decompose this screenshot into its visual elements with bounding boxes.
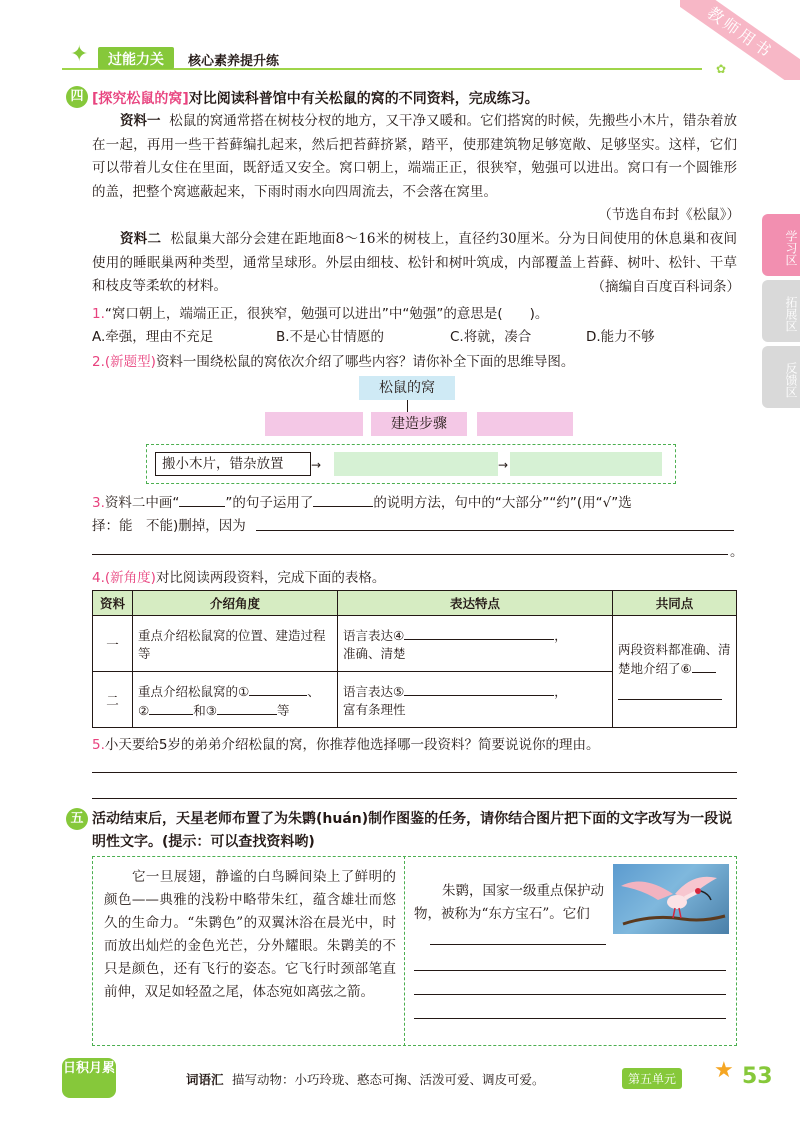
- blank-3[interactable]: [217, 700, 277, 715]
- subq-1-num: 1.: [92, 306, 105, 322]
- table-header: 表达特点: [338, 591, 613, 616]
- side-tab-study[interactable]: 学习区: [762, 214, 800, 276]
- table-cell-feature: 语言表达⑤ ， 富有条理性: [338, 672, 613, 728]
- q4-tag: [探究松鼠的窝]: [92, 91, 189, 107]
- mindmap-root: 松鼠的窝: [359, 376, 455, 400]
- q5-passage: 它一旦展翅，静谧的白鸟瞬间染上了鲜明的颜色——典雅的浅粉中略带朱红，蕴含雄壮而悠久的生命力。“朱鹮色”的双翼沐浴在晨光中，时而放出灿烂的金色光芒，分外耀眼。朱鹮美的不只是颜色，还有飞行的姿态。它飞行时颈部笔直前伸，双足如轻盈之尾，体态宛如离弦之箭。: [104, 869, 396, 1000]
- material-2-text: 松鼠巢大部分会建在距地面8～16米的树枝上，直径约30厘米。分为日间使用的休息巢和夜间使用的睡眠巢两种类型，通常呈球形。外层由细枝、松针和树叶筑成，内部覆盖上苔藓、树叶、松针、干草和枝皮等柔软的材料。: [92, 231, 737, 294]
- subq-5-answer-line-2[interactable]: [92, 798, 737, 799]
- material-1-text: 松鼠的窝通常搭在树枝分杈的地方，又干净又暖和。它们搭窝的时候，先搬些小木片，错杂着放在一起，再用一些干苔藓编扎起来，然后把苔藓挤紧，踏平，使那建筑物足够宽敞、足够坚实。这样，它们可以带着儿女住在里面，既舒适又安全。窝口朝上，端端正正，很狭窄，勉强可以进出。窝口有一个圆锥形的盖，把整个窝遮蔽起来，下雨时雨水向四周流去，不会落在窝里。: [92, 113, 737, 200]
- mindmap-step-1: 搬小木片，错杂放置: [155, 452, 311, 476]
- table-cell-angle: 重点介绍松鼠窝的① 、 ② 和③ 等: [133, 672, 338, 728]
- subq-3-answer-line-2[interactable]: [92, 554, 728, 555]
- subq-2: [92, 350, 732, 370]
- q5-answer-line-4[interactable]: [414, 1018, 726, 1019]
- header-star-icon: ✦: [70, 42, 89, 67]
- subq-1-text: “窝口朝上，端端正正，很狭窄，勉强可以进出”中“勉强”的意思是( )。: [104, 306, 549, 322]
- subq-1-option-b[interactable]: B.不是心甘情愿的: [276, 329, 385, 345]
- material-1-source: （节选自布封《松鼠》）: [598, 207, 740, 223]
- blank-4[interactable]: [404, 625, 554, 640]
- question-badge-5: 五: [66, 808, 88, 830]
- q5-frame-divider: [404, 856, 405, 1046]
- q5-answer-line-2[interactable]: [414, 970, 726, 971]
- footer-mascot-icon: ★: [714, 1058, 734, 1083]
- mindmap-arrow-1: →: [311, 458, 322, 472]
- material-1-label: 资料一: [120, 113, 161, 129]
- footer: [0, 1058, 800, 1098]
- crested-ibis-photo: [613, 864, 729, 934]
- mindmap-step-3-blank[interactable]: [510, 452, 662, 476]
- header-title: 过能力关: [98, 47, 174, 69]
- footer-text: 描写动物：小巧玲珑、憨态可掬、活泼可爱、调皮可爱。: [232, 1072, 545, 1087]
- mindmap-blank-left[interactable]: [265, 412, 363, 436]
- blank-6b[interactable]: [618, 685, 722, 700]
- table-header: 介绍角度: [133, 591, 338, 616]
- table-header: 共同点: [613, 591, 737, 616]
- subq-1-option-a[interactable]: A.牵强，理由不充足: [92, 329, 214, 345]
- material-2-label: 资料二: [120, 231, 162, 247]
- q5-answer-line-3[interactable]: [414, 994, 726, 995]
- subq-5-num: 5.: [92, 737, 105, 753]
- mindmap-arrow-2: →: [498, 458, 509, 472]
- table-cell-angle: 重点介绍松鼠窝的位置、建造过程等: [133, 616, 338, 672]
- subq-4-text: 对比阅读两段资料，完成下面的表格。: [155, 570, 386, 586]
- footer-badge: 日积月累: [62, 1058, 116, 1098]
- subq-1-option-c[interactable]: C.将就，凑合: [450, 329, 532, 345]
- table-cell-feature: 语言表达④ ， 准确、清楚: [338, 616, 613, 672]
- subq-3-end: 。: [730, 544, 744, 560]
- blank-5[interactable]: [404, 681, 554, 696]
- header-dots: ✿: [716, 62, 727, 76]
- q5-instruction: 活动结束后，天星老师布置了为朱鹮(huán)制作图鉴的任务，请你结合图片把下面的文字改写为一段说明性文字。(提示：可以查找资料哟): [92, 811, 733, 850]
- subq-4-tag: (新角度): [104, 570, 156, 586]
- subq-3-blank-method[interactable]: [313, 492, 373, 507]
- mindmap-mid: 建造步骤: [371, 412, 467, 436]
- ibis-illustration: [613, 864, 729, 934]
- page-number: 53: [742, 1064, 773, 1089]
- material-2-source: （摘编自百度百科词条）: [591, 279, 740, 295]
- subq-5: [92, 733, 737, 753]
- footer-unit: 第五单元: [622, 1068, 682, 1089]
- mindmap-step-2-blank[interactable]: [334, 452, 498, 476]
- subq-2-tag: (新题型): [104, 354, 156, 370]
- mindmap-blank-right[interactable]: [477, 412, 573, 436]
- footer-label: 词语汇: [186, 1072, 224, 1087]
- subq-1-option-d[interactable]: D.能力不够: [586, 329, 655, 345]
- subq-4-num: 4.: [92, 570, 105, 586]
- q4-heading: [92, 88, 752, 108]
- subq-3: 3.资料二中画“ ”的句子运用了 的说明方法，句中的“大部分”“约”(用“√”选 择：能 不能)删掉，因为: [92, 492, 742, 538]
- teacher-edition-watermark: 教师用书: [680, 0, 800, 80]
- q5-answer-start: 朱鹮，国家一级重点保护动物，被称为“东方宝石”。它们: [414, 883, 604, 922]
- table-header: 资料: [93, 591, 133, 616]
- table-cell-id: 二: [93, 672, 133, 728]
- mindmap-connector: [407, 400, 408, 412]
- subq-3-answer-line-1[interactable]: [256, 530, 734, 531]
- blank-1[interactable]: [249, 681, 307, 696]
- subq-2-num: 2.: [92, 354, 105, 370]
- table-cell-id: 一: [93, 616, 133, 672]
- subq-5-answer-line-1[interactable]: [92, 772, 737, 773]
- header-subtitle: 核心素养提升练: [188, 54, 280, 69]
- subq-4: [92, 566, 732, 586]
- side-tab-feedback[interactable]: 反馈区: [762, 346, 800, 408]
- table-cell-common: 两段资料都准确、清楚地介绍了⑥: [613, 616, 737, 728]
- question-badge-4: 四: [66, 86, 88, 108]
- comparison-table: [92, 590, 737, 728]
- blank-2[interactable]: [149, 700, 193, 715]
- subq-3-blank-line-type[interactable]: [179, 492, 225, 507]
- q4-instruction: 对比阅读科普馆中有关松鼠的窝的不同资料，完成练习。: [188, 91, 539, 107]
- subq-2-text: 资料一围绕松鼠的窝依次介绍了哪些内容？请你补全下面的思维导图。: [155, 354, 575, 370]
- blank-6a[interactable]: [692, 658, 716, 673]
- subq-5-text: 小天要给5岁的弟弟介绍松鼠的窝，你推荐他选择哪一段资料？简要说说你的理由。: [104, 737, 600, 753]
- material-1: [92, 110, 737, 204]
- q5-answer-line-1[interactable]: [430, 944, 606, 945]
- subq-3-num: 3.: [92, 495, 105, 511]
- subq-1: [92, 302, 732, 322]
- side-tab-extend[interactable]: 拓展区: [762, 280, 800, 342]
